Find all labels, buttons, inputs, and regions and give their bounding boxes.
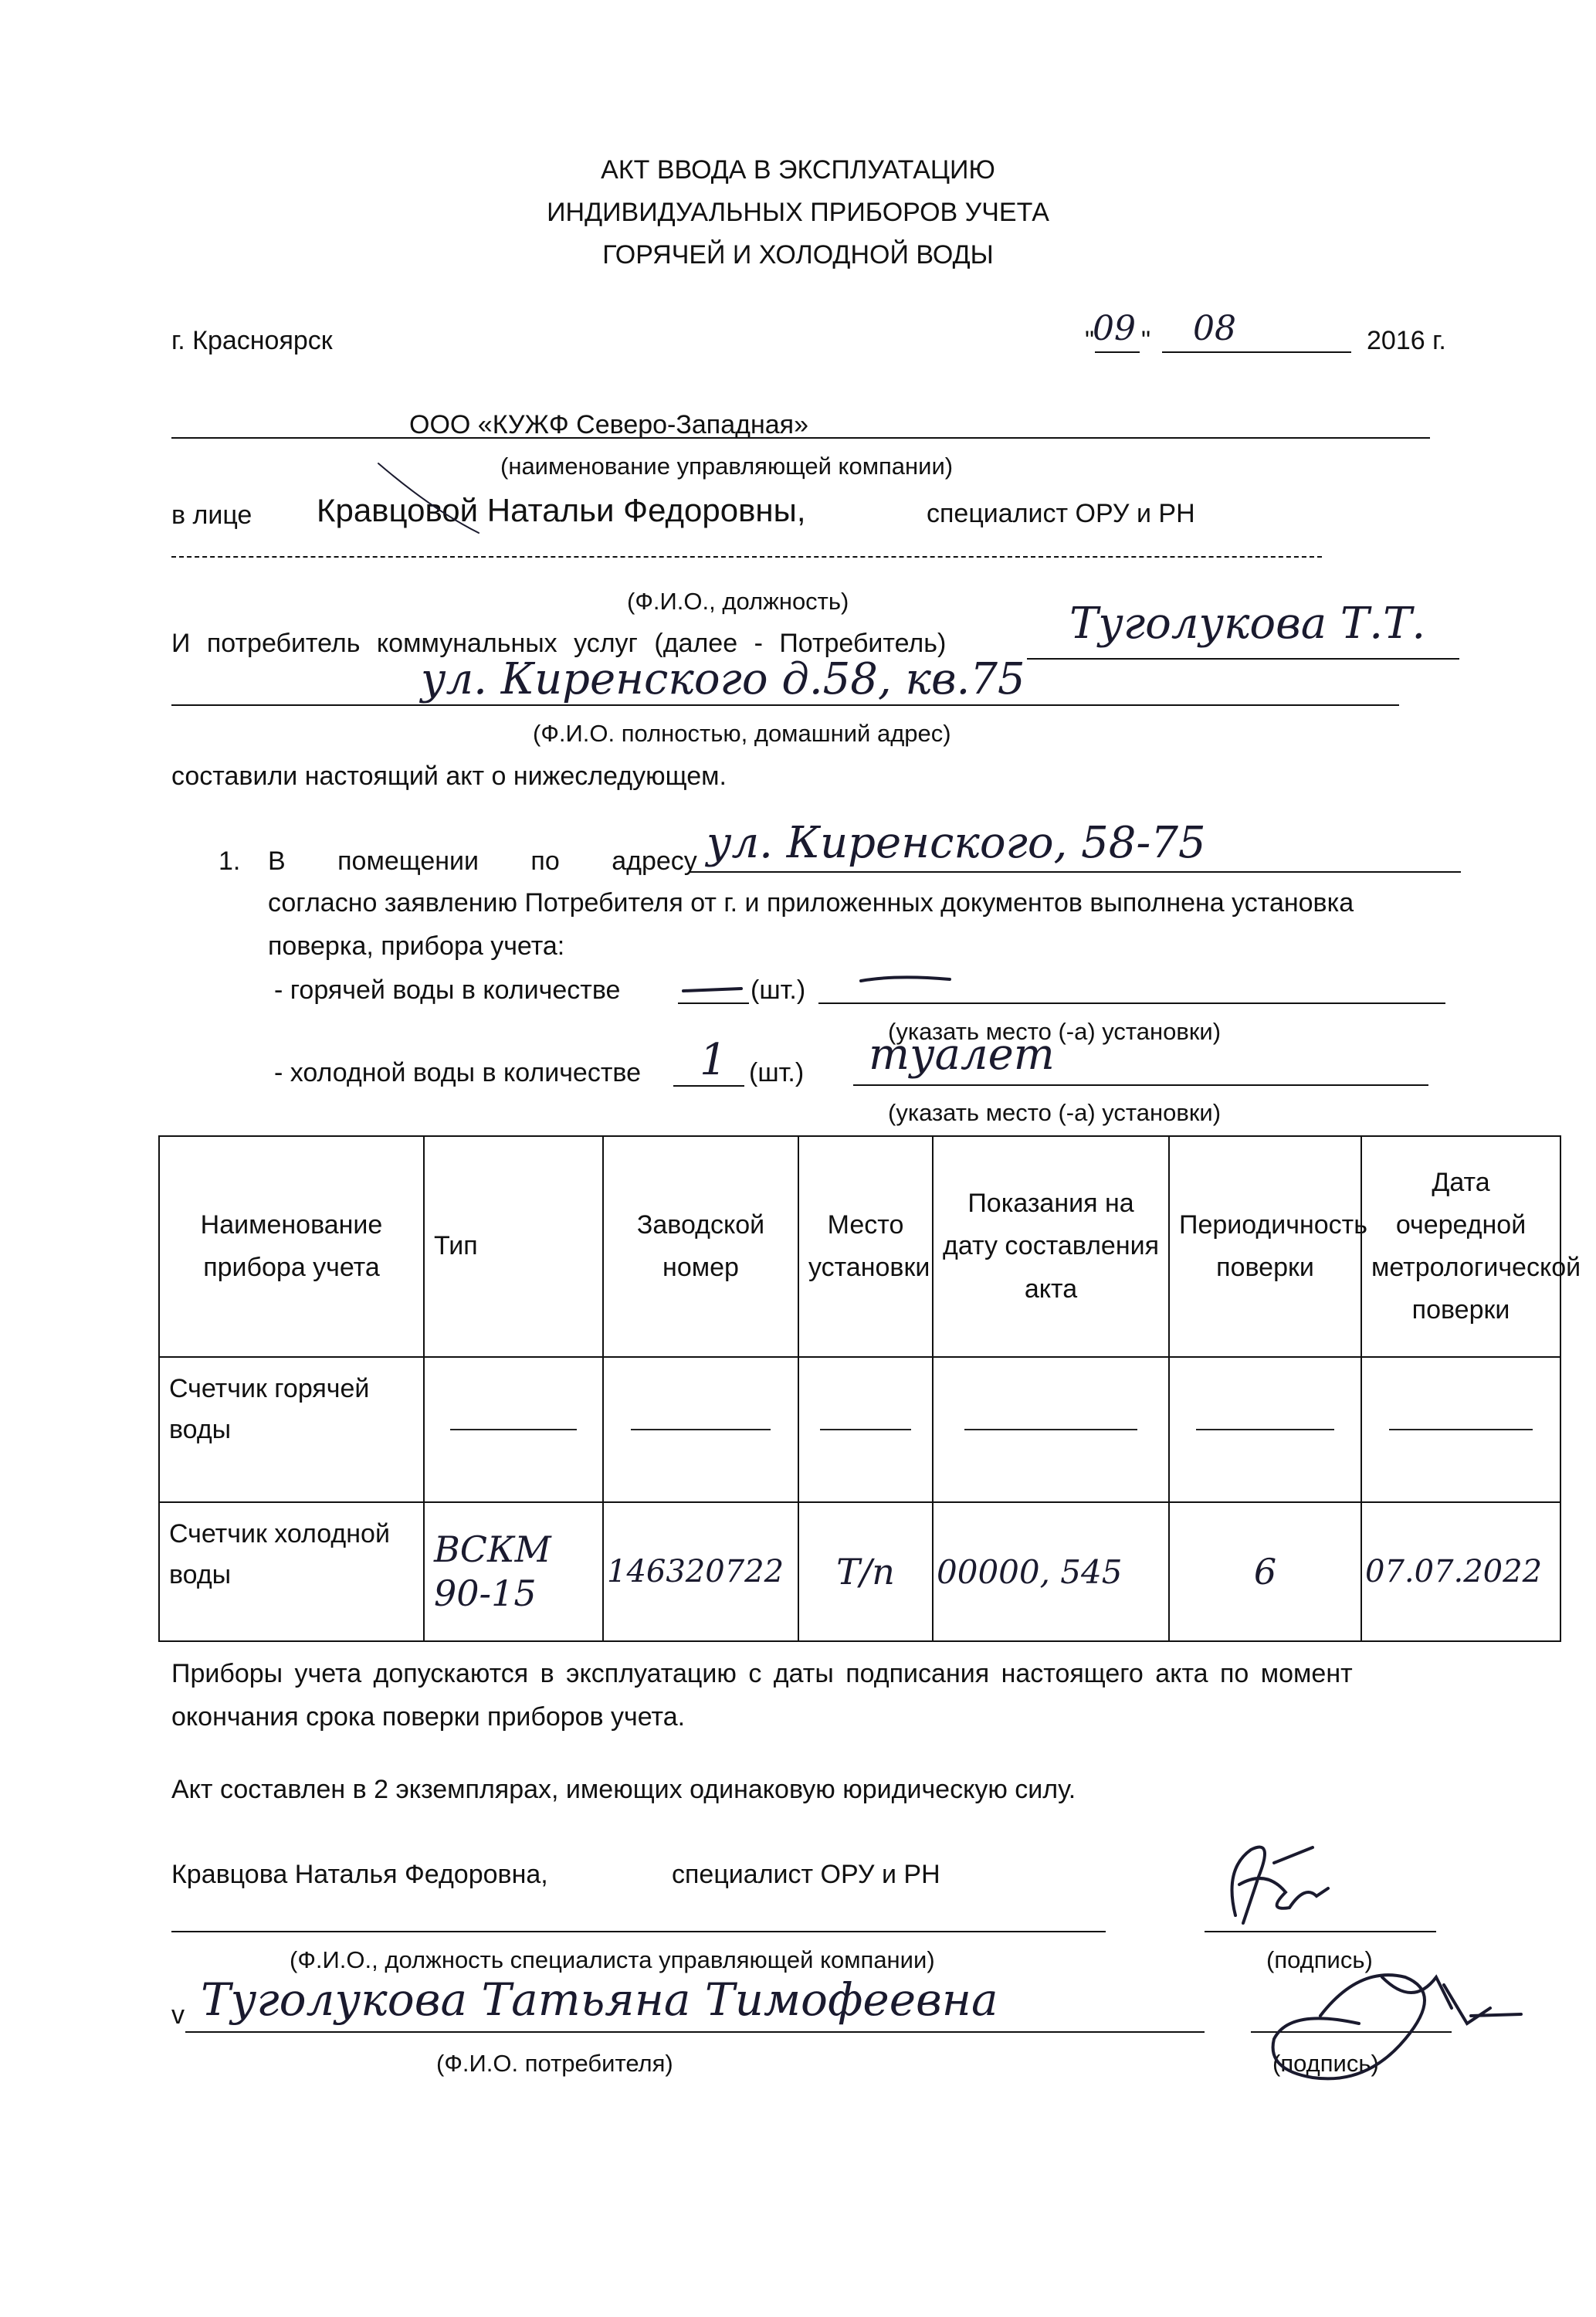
row-cold-place: Т/п (798, 1502, 933, 1641)
consumer-address-handwritten: ул. Киренского д.58, кв.75 (421, 654, 1025, 704)
header-serial: Заводской номер (603, 1136, 798, 1357)
consumer-name-handwritten: Туголукова Т.Т. (1069, 599, 1426, 649)
header-period: Периодичность поверки (1169, 1136, 1361, 1357)
company-caption: (наименование управляющей компании) (500, 453, 954, 480)
hot-water-label: - горячей воды в количестве (274, 975, 621, 1005)
row-cold-reading: 00000, 545 (933, 1502, 1169, 1641)
clause-address-handwritten: ул. Киренского, 58-75 (707, 818, 1206, 868)
hot-water-unit: (шт.) (751, 975, 806, 1005)
date-quote-open: " (1085, 326, 1095, 355)
hot-water-place-caption: (указать место (-а) установки) (888, 1018, 1222, 1045)
date-month: 08 (1193, 309, 1236, 348)
row-cold-serial: 146320722 (603, 1502, 798, 1641)
consumer-intro: И потребитель коммунальных услуг (далее - Потребитель) (171, 629, 947, 658)
row-cold-name: Счетчик холодной воды (159, 1502, 424, 1641)
consumer-compiled: составили настоящий акт о нижеследующем. (171, 762, 727, 791)
specialist-signature-caption: (подпись) (1266, 1946, 1373, 1973)
representative-prefix: в лице (171, 500, 252, 530)
title-line-2: ИНДИВИДУАЛЬНЫХ ПРИБОРОВ УЧЕТА (547, 198, 1049, 227)
row-cold-next-check: 07.07.2022 (1361, 1502, 1560, 1641)
specialist-name: Кравцова Наталья Федоровна, (171, 1860, 548, 1889)
consumer-full-name-handwritten: Туголукова Татьяна Тимофеевна (201, 1973, 998, 2026)
specialist-caption: (Ф.И.О., должность специалиста управляющей компании) (290, 1946, 935, 1973)
representative-position: специалист ОРУ и РН (927, 499, 1195, 528)
cold-water-place-caption: (указать место (-а) установки) (888, 1099, 1222, 1126)
title-line-3: ГОРЯЧЕЙ И ХОЛОДНОЙ ВОДЫ (602, 240, 994, 270)
date-day: 09 (1093, 309, 1136, 348)
header-place: Место установки (798, 1136, 933, 1357)
cold-water-unit: (шт.) (749, 1058, 805, 1087)
hot-qty-dash (683, 989, 741, 991)
consumer-signature-tail (1471, 2014, 1521, 2016)
row-hot-name: Счетчик горячей воды (159, 1357, 424, 1502)
title-line-1: АКТ ВВОДА В ЭКСПЛУАТАЦИЮ (601, 155, 995, 185)
consumer-full-name-caption: (Ф.И.О. потребителя) (436, 2050, 673, 2077)
clause-text-c: поверка, прибора учета: (268, 931, 565, 961)
clause-number: 1. (219, 846, 241, 876)
row-cold-type: ВСКМ 90-15 (424, 1502, 603, 1641)
header-device-name: Наименование прибора учета (159, 1136, 424, 1357)
date-quote-close: " (1141, 326, 1151, 355)
stray-stroke (378, 463, 479, 533)
cold-water-place: туалет (869, 1030, 1055, 1080)
header-next-check: Дата очередной метрологической поверки (1361, 1136, 1560, 1357)
row-cold-period: 6 (1169, 1502, 1361, 1641)
consumer-check-mark: v (171, 2000, 185, 2030)
footer-p1: Приборы учета допускаются в эксплуатацию с даты подписания настоящего акта по момент (171, 1659, 1353, 1688)
header-reading: Показания на дату составления акта (933, 1136, 1169, 1357)
specialist-signature (1232, 1847, 1329, 1923)
consumer-signature-caption: (подпись) (1272, 2050, 1379, 2077)
representative-caption: (Ф.И.О., должность) (627, 588, 849, 615)
clause-text-a: В помещении по адресу (268, 846, 697, 876)
footer-p2: окончания срока поверки приборов учета. (171, 1702, 686, 1732)
cold-water-qty: 1 (700, 1035, 727, 1085)
cold-water-label: - холодной воды в количестве (274, 1058, 642, 1087)
representative-name: Кравцовой Натальи Федоровны, (317, 492, 806, 528)
header-type: Тип (424, 1136, 603, 1357)
consumer-signature (1273, 1975, 1490, 2078)
date-year: 2016 г. (1367, 326, 1446, 355)
company-name: ООО «КУЖФ Северо-Западная» (409, 410, 808, 439)
city: г. Красноярск (171, 326, 333, 355)
specialist-position: специалист ОРУ и РН (672, 1860, 940, 1889)
clause-text-b: согласно заявлению Потребителя от г. и приложенных документов выполнена установка (268, 888, 1354, 918)
hot-place-dash (861, 977, 950, 981)
consumer-caption: (Ф.И.О. полностью, домашний адрес) (533, 720, 951, 747)
footer-p3: Акт составлен в 2 экземплярах, имеющих одинаковую юридическую силу. (171, 1775, 1076, 1804)
